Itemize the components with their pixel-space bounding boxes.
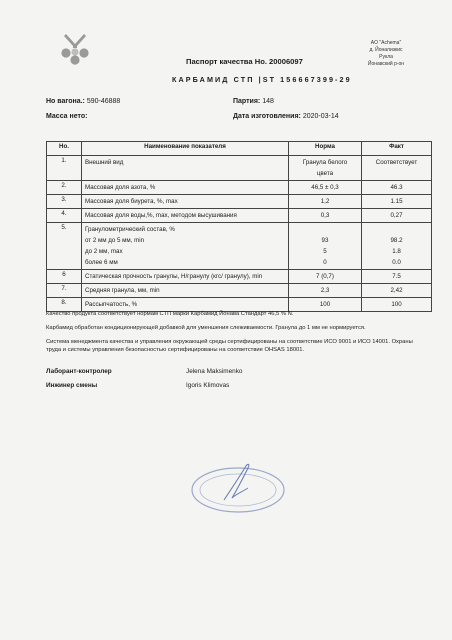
fact-cell — [362, 209, 432, 223]
row-number: 5. — [47, 223, 82, 270]
norm-cell-line: 0,3 — [320, 212, 330, 219]
norm-cell — [289, 156, 362, 181]
header-indicator: Наименование показателя — [82, 142, 289, 156]
engineer-name: Igoris Klimovas — [186, 382, 230, 389]
indicator-cell — [82, 181, 289, 195]
quality-table — [46, 141, 432, 312]
fact-cell — [362, 284, 432, 298]
fact-cell-line: 1.15 — [390, 198, 403, 205]
indicator-cell — [82, 156, 289, 181]
wagon-value: 590-46888 — [86, 98, 121, 105]
engineer-label: Инжинер смены — [46, 382, 98, 389]
fact-cell-line: 0.0 — [392, 259, 401, 266]
table-row — [47, 270, 432, 284]
header-no: Но. — [47, 142, 82, 156]
mass-label: Масса нето: — [46, 113, 88, 120]
indicator-cell-line: Статическая прочность гранулы, Н/гранулу (кгс/ гранулу), min — [85, 273, 263, 280]
norm-cell — [289, 209, 362, 223]
indicator-cell — [82, 209, 289, 223]
norm-cell-line — [292, 224, 358, 235]
indicator-cell — [82, 284, 289, 298]
product-name: КАРБАМИД СТП |ST 156667399-29 — [172, 75, 352, 84]
norm-cell — [289, 270, 362, 284]
table-row — [47, 223, 432, 270]
indicator-cell — [82, 270, 289, 284]
wagon-field — [46, 98, 120, 105]
document-title: Паспорт качества Но. 20006097 — [186, 57, 303, 66]
lab-signature-row — [46, 368, 112, 375]
lab-label: Лаборант-контролер — [46, 368, 112, 375]
fact-cell-line: 98.2 — [390, 237, 403, 244]
company-line: д. Йонализкис — [369, 47, 403, 53]
fact-cell-line: 7.5 — [392, 273, 401, 280]
header-norm: Норма — [289, 142, 362, 156]
company-line: Рукла — [379, 54, 393, 60]
certification-note: Система менеджмента качества и управления окружающей среды сертифицированы на соответствие ИСО 9001 и ИСО 14001. Охраны труда и системы управления безопасностью сертифицированы на соответствие OHSAS 18001. — [46, 339, 413, 353]
company-line: AO "Achema" — [370, 40, 402, 46]
norm-cell — [289, 195, 362, 209]
fact-cell — [362, 156, 432, 181]
table-row — [47, 284, 432, 298]
company-line: Йонавский р-он — [367, 61, 405, 67]
row-number: 4. — [47, 209, 82, 223]
norm-cell-line: 100 — [319, 301, 331, 308]
batch-value: 148 — [262, 98, 274, 105]
date-label: Дата изготовления: — [233, 113, 301, 120]
row-number: 3. — [47, 195, 82, 209]
fact-cell — [362, 195, 432, 209]
indicator-cell-line: Рассыпчатость, % — [85, 301, 138, 308]
company-address — [346, 40, 426, 68]
norm-cell-line: 7 (0,7) — [316, 273, 334, 280]
fact-cell-line: 1.8 — [392, 248, 401, 255]
fact-cell-line — [365, 224, 428, 235]
fact-cell-line: 46.3 — [390, 184, 403, 191]
norm-cell-line: 0 — [323, 259, 327, 266]
norm-cell-line: 2,3 — [320, 287, 330, 294]
lab-name: Jelena Maksimenko — [186, 368, 243, 375]
indicator-cell-line: Внешний вид — [85, 159, 124, 166]
indicator-cell-line: от 2 мм до 5 мм, min — [85, 237, 145, 244]
indicator-cell-line: Средняя гранула, мм, min — [85, 287, 160, 294]
batch-field — [233, 98, 274, 105]
company-logo-icon — [60, 32, 90, 66]
mass-field — [46, 113, 88, 120]
norm-cell — [289, 223, 362, 270]
norm-cell-line: 46,5 ± 0,3 — [311, 184, 339, 191]
norm-cell-line: Гранула белого — [302, 159, 348, 166]
fact-cell-line: 0,27 — [390, 212, 403, 219]
treatment-note: Карбамид обработан кондиционирующей добавкой для уменшения слеживаемости. Гранула до 1 мм не нормируется. — [46, 325, 366, 331]
fact-cell — [362, 270, 432, 284]
wagon-label: Но вагона.: — [46, 98, 85, 105]
notes — [46, 310, 428, 360]
quality-note: Качество продукта соответствует нормам СТП марки Карбамид Йонава Стандарт 46,5 % N. — [46, 311, 294, 317]
table-body — [47, 156, 432, 312]
fact-cell — [362, 181, 432, 195]
engineer-signature-row — [46, 382, 97, 389]
indicator-cell-line: Массовая доля воды,%, max, методом высушивания — [85, 212, 237, 219]
norm-cell — [289, 181, 362, 195]
norm-cell-line: 93 — [321, 237, 329, 244]
date-field — [233, 113, 339, 120]
table-row — [47, 209, 432, 223]
indicator-cell-line: Гранулометрический состав, % — [85, 226, 175, 233]
table-row — [47, 156, 432, 181]
norm-cell-line: 5 — [323, 248, 327, 255]
fact-cell-line: Соответствует — [375, 159, 418, 166]
row-number: 1. — [47, 156, 82, 181]
row-number: 7. — [47, 284, 82, 298]
date-value: 2020-03-14 — [302, 113, 339, 120]
stamp-seal-icon — [188, 458, 288, 518]
row-number: 8. — [47, 298, 82, 312]
header-fact: Факт — [362, 142, 432, 156]
indicator-cell — [82, 223, 289, 270]
norm-cell-line: 1,2 — [320, 198, 330, 205]
indicator-cell-line: более 6 мм — [85, 259, 118, 266]
norm-cell-line: цвета — [316, 170, 334, 177]
table-row — [47, 195, 432, 209]
batch-label: Партия: — [233, 98, 261, 105]
fact-cell-line: 2,42 — [390, 287, 403, 294]
table-row — [47, 181, 432, 195]
row-number: 2. — [47, 181, 82, 195]
indicator-cell-line: Массовая доля азота, % — [85, 184, 156, 191]
fact-cell — [362, 223, 432, 270]
table-header-row — [47, 142, 432, 156]
fact-cell-line: 100 — [391, 301, 402, 308]
row-number: 6 — [47, 270, 82, 284]
indicator-cell-line: до 2 мм, max — [85, 248, 123, 255]
indicator-cell-line: Массовая доля биурета, %, max — [85, 198, 178, 205]
norm-cell — [289, 284, 362, 298]
indicator-cell — [82, 195, 289, 209]
